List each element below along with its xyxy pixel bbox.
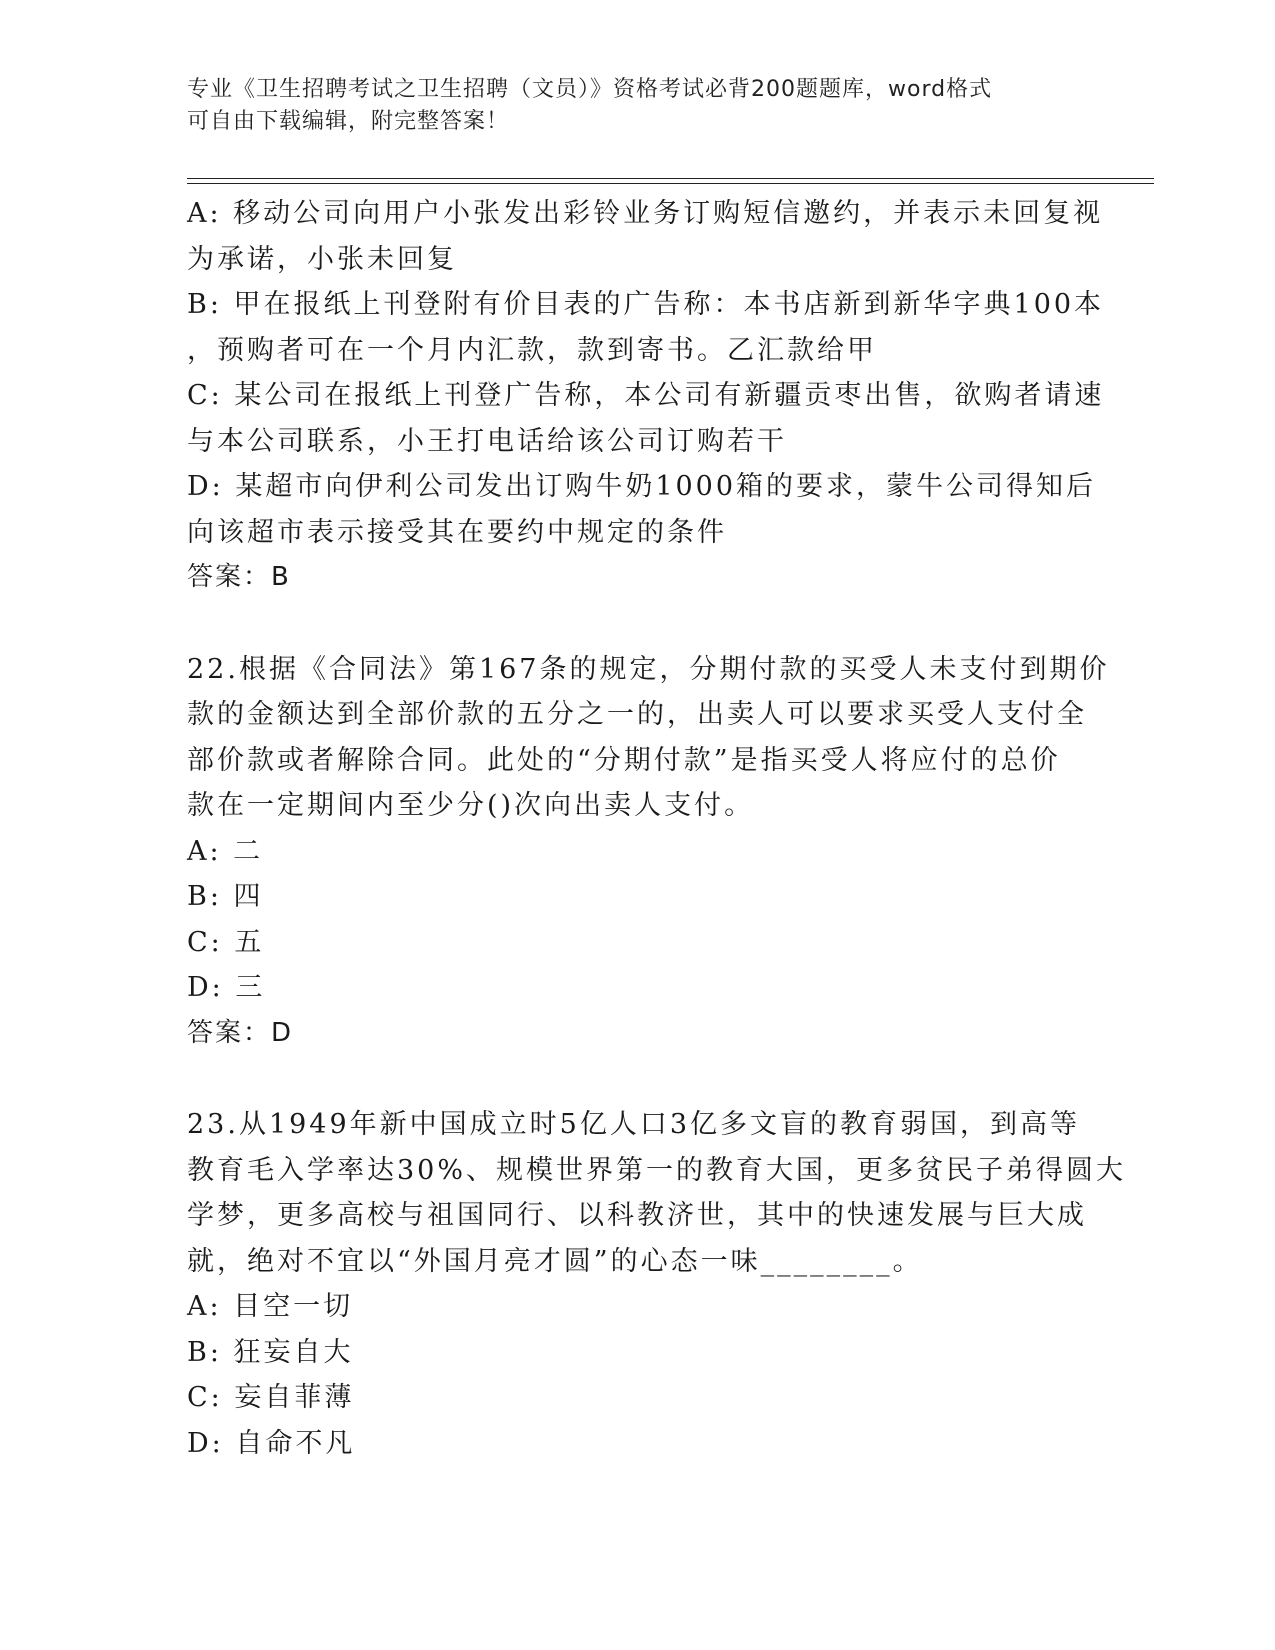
option-a (187, 191, 1104, 282)
document-body (187, 191, 1127, 1466)
option-b: B: 狂妄自大 (187, 1336, 354, 1368)
option-d-line-2: 向该超市表示接受其在要约中规定的条件 (187, 516, 727, 548)
option-a: A: 二 (187, 835, 264, 867)
option-a-line-2: 为承诺，小张未回复 (187, 243, 457, 275)
document-header (187, 74, 1087, 138)
option-b-line-1: B: 甲在报纸上刊登附有价目表的广告称：本书店新到新华字典100本 (187, 289, 1105, 320)
header-divider-bottom (187, 183, 1154, 184)
question-23 (187, 1102, 1127, 1466)
option-a: A: 目空一切 (187, 1291, 354, 1322)
option-d-line-1: D: 某超市向伊利公司发出订购牛奶1000箱的要求，蒙牛公司得知后 (187, 471, 1097, 502)
header-line-1: 专业《卫生招聘考试之卫生招聘（文员）》资格考试必背200题题库，word格式 (187, 77, 993, 102)
answer-label: 答案：B (187, 562, 291, 592)
option-b (187, 282, 1105, 373)
stem-line-3: 学梦，更多高校与祖国同行、以科教济世，其中的快速发展与巨大成 (187, 1200, 1087, 1231)
stem-line-4: 款在一定期间内至少分()次向出卖人支付。 (187, 790, 755, 821)
stem-line-1: 22.根据《合同法》第167条的规定，分期付款的买受人未支付到期价 (187, 653, 1110, 685)
option-b-line-2: ，预购者可在一个月内汇款，款到寄书。乙汇款给甲 (187, 334, 877, 366)
option-a-line-1: A: 移动公司向用户小张发出彩铃业务订购短信邀约，并表示未回复视 (187, 198, 1104, 229)
question-stem (187, 647, 1110, 829)
option-c: C: 妄自菲薄 (187, 1382, 355, 1413)
option-b: B: 四 (187, 881, 264, 912)
option-d (187, 464, 1097, 555)
header-line-2: 可自由下载编辑，附完整答案！ (187, 109, 510, 134)
option-c: C: 五 (187, 926, 265, 958)
option-c-line-2: 与本公司联系，小王打电话给该公司订购若干 (187, 425, 787, 457)
stem-line-1: 23.从1949年新中国成立时5亿人口3亿多文盲的教育弱国，到高等 (187, 1109, 1081, 1140)
stem-line-3: 部价款或者解除合同。此处的“分期付款”是指买受人将应付的总价 (187, 744, 1061, 776)
header-divider-top (187, 178, 1154, 179)
option-d: D: 三 (187, 972, 266, 1003)
option-c-line-1: C: 某公司在报纸上刊登广告称，本公司有新疆贡枣出售，欲购者请速 (187, 380, 1105, 411)
stem-line-2: 教育毛入学率达30%、规模世界第一的教育大国，更多贫民子弟得圆大 (187, 1154, 1127, 1186)
option-c (187, 373, 1105, 464)
option-d: D: 自命不凡 (187, 1427, 356, 1459)
stem-line-2: 款的金额达到全部价款的五分之一的，出卖人可以要求买受人支付全 (187, 699, 1087, 730)
answer-label: 答案：D (187, 1017, 294, 1048)
question-stem (187, 1102, 1127, 1284)
stem-line-4: 就，绝对不宜以“外国月亮才圆”的心态一味________。 (187, 1245, 923, 1277)
question-22 (187, 647, 1110, 1057)
question-21 (187, 191, 1105, 601)
